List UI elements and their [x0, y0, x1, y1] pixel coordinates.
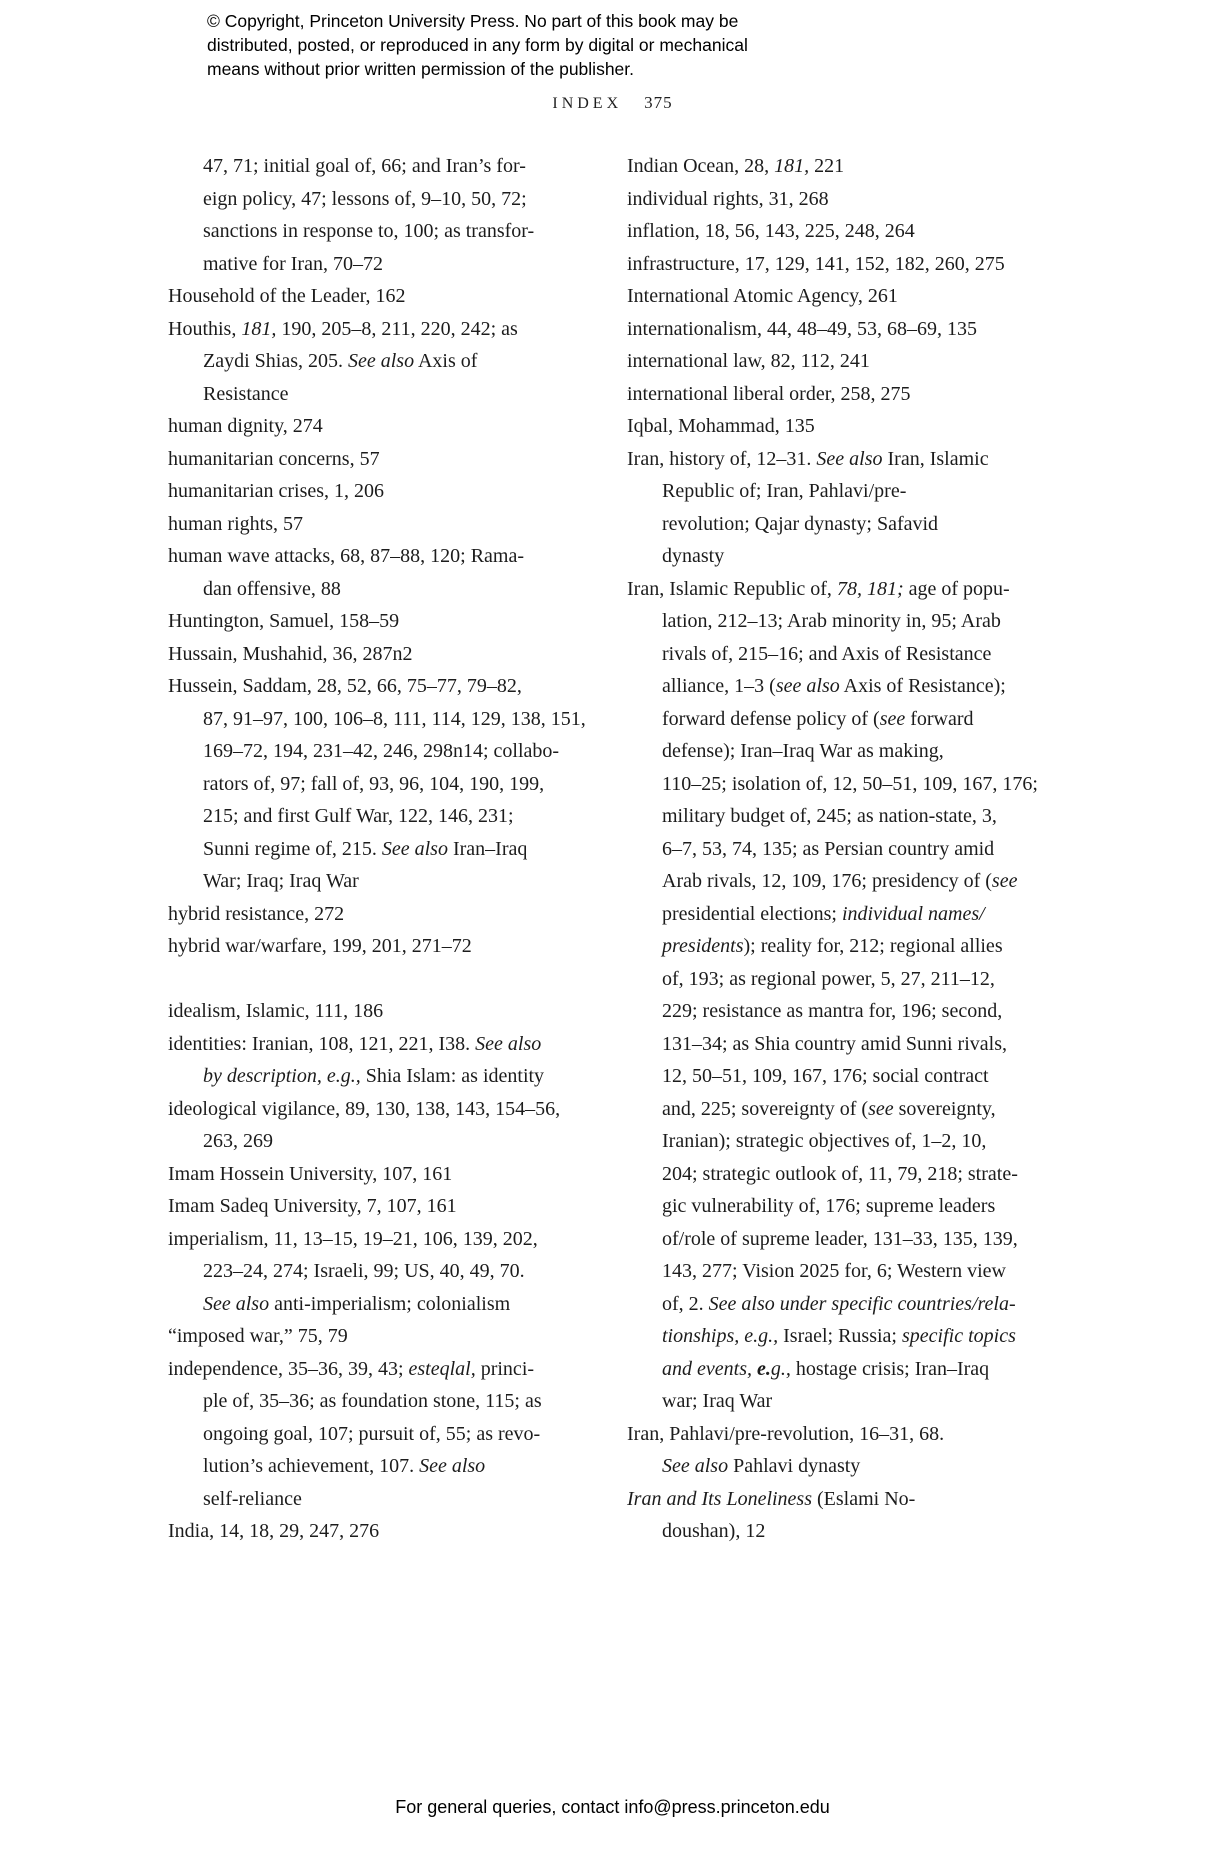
- blank-line: [168, 963, 598, 996]
- index-line: [168, 410, 598, 443]
- index-text-segment: princi-: [475, 1357, 535, 1380]
- index-text-segment: forward: [905, 707, 974, 730]
- index-text-segment: by description, e.g.,: [203, 1065, 361, 1087]
- index-text-segment: See also: [419, 1455, 486, 1477]
- index-text-segment: Axis of Resistance);: [839, 675, 1006, 697]
- index-line: [168, 1125, 598, 1158]
- index-text-segment: revolution; Qajar dynasty; Safavid: [662, 512, 939, 535]
- index-text-segment: Pahlavi dynasty: [728, 1455, 861, 1477]
- index-text-segment: Iranian); strategic objectives of, 1–2, 10,: [662, 1130, 987, 1152]
- index-line: [627, 768, 1077, 801]
- index-column-right: [627, 150, 1077, 1548]
- index-line: [168, 833, 598, 866]
- index-text-segment: defense); Iran–Iraq War as making,: [662, 740, 944, 762]
- index-text-segment: Shia Islam: as identity: [360, 1065, 545, 1087]
- index-line: [627, 313, 1077, 346]
- index-text-segment: dan offensive, 88: [203, 577, 341, 600]
- index-line: [168, 248, 598, 281]
- index-text-segment: humanitarian crises, 1, 206: [168, 480, 385, 502]
- index-text-segment: independence, 35–36, 39, 43;: [168, 1357, 409, 1380]
- index-text-segment: See also: [348, 350, 415, 372]
- index-text-segment: ongoing goal, 107; pursuit of, 55; as revo-: [203, 1422, 541, 1445]
- index-text-segment: Household of the Leader, 162: [168, 285, 406, 307]
- index-text-segment: see also: [775, 675, 840, 697]
- index-text-segment: Huntington, Samuel, 158–59: [168, 610, 400, 632]
- index-text-segment: India, 14, 18, 29, 247, 276: [168, 1520, 380, 1542]
- index-line: [627, 378, 1077, 411]
- index-text-segment: lution’s achievement, 107.: [203, 1455, 420, 1477]
- index-text-segment: imperialism, 11, 13–15, 19–21, 106, 139, 202,: [168, 1227, 538, 1250]
- index-line: [627, 670, 1077, 703]
- index-text-segment: Iran, Pahlavi/pre-revolution, 16–31, 68.: [627, 1422, 945, 1445]
- index-line: [627, 1028, 1077, 1061]
- index-text-segment: presidential elections;: [662, 902, 842, 925]
- index-line: [168, 280, 598, 313]
- page-header: [0, 93, 1225, 113]
- index-text-segment: anti-imperialism; colonialism: [269, 1292, 511, 1315]
- index-line: [168, 1320, 598, 1353]
- index-title: INDEX: [552, 95, 623, 112]
- index-text-segment: See also: [816, 447, 883, 470]
- index-text-segment: Iran, Islamic: [882, 447, 989, 470]
- index-line: [627, 800, 1077, 833]
- copyright-line: © Copyright, Princeton University Press. No part of this book may be: [207, 11, 739, 31]
- index-text-segment: doushan), 12: [662, 1520, 766, 1542]
- index-line: [627, 1385, 1077, 1418]
- index-text-segment: human wave attacks, 68, 87–88, 120; Rama-: [168, 545, 525, 567]
- index-text-segment: war; Iraq War: [662, 1390, 773, 1412]
- index-text-segment: 131–34; as Shia country amid Sunni rivals,: [662, 1032, 1007, 1055]
- index-text-segment: ideological vigilance, 89, 130, 138, 143, 154–56,: [168, 1097, 561, 1120]
- index-text-segment: rivals of, 215–16; and Axis of Resistance: [662, 642, 992, 665]
- index-line: [168, 735, 598, 768]
- index-text-segment: Imam Sadeq University, 7, 107, 161: [168, 1195, 457, 1217]
- index-line: [627, 1515, 1077, 1548]
- index-line: [627, 1190, 1077, 1223]
- index-line: [627, 735, 1077, 768]
- index-text-segment: see: [868, 1097, 894, 1120]
- index-text-segment: 204; strategic outlook of, 11, 79, 218; strate-: [662, 1162, 1018, 1185]
- index-line: [168, 573, 598, 606]
- index-line: [627, 1158, 1077, 1191]
- index-line: [168, 1060, 598, 1093]
- index-line: [627, 1483, 1077, 1516]
- index-line: [627, 703, 1077, 736]
- index-text-segment: specific topics: [902, 1325, 1016, 1347]
- index-text-segment: Iran, history of, 12–31.: [627, 447, 817, 470]
- index-text-segment: mative for Iran, 70–72: [203, 252, 383, 275]
- index-text-segment: eign policy, 47; lessons of, 9–10, 50, 72;: [203, 187, 527, 210]
- index-line: [627, 1125, 1077, 1158]
- index-line: [627, 573, 1077, 606]
- index-line: [168, 638, 598, 671]
- index-text-segment: ); reality for, 212; regional allies: [743, 935, 1003, 957]
- index-text-segment: Zaydi Shias, 205.: [203, 350, 348, 372]
- index-text-segment: International Atomic Agency, 261: [627, 285, 898, 307]
- index-text-segment: hostage crisis; Iran–Iraq: [790, 1357, 990, 1380]
- index-line: [168, 605, 598, 638]
- index-text-segment: Imam Hossein University, 107, 161: [168, 1162, 453, 1185]
- index-line: [168, 1515, 598, 1548]
- index-line: [627, 248, 1077, 281]
- index-text-segment: and events,: [662, 1357, 757, 1380]
- index-line: [627, 963, 1077, 996]
- index-text-segment: See also: [203, 1292, 270, 1315]
- index-text-segment: human dignity, 274: [168, 415, 323, 437]
- index-line: [627, 995, 1077, 1028]
- index-text-segment: international law, 82, 112, 241: [627, 350, 870, 372]
- index-line: [168, 670, 598, 703]
- index-text-segment: internationalism, 44, 48–49, 53, 68–69, 135: [627, 317, 977, 340]
- index-text-segment: 87, 91–97, 100, 106–8, 111, 114, 129, 138, 151,: [203, 707, 586, 730]
- index-text-segment: See also under specific countries/rela-: [708, 1292, 1016, 1315]
- copyright-notice: [207, 9, 748, 81]
- index-line: [168, 443, 598, 476]
- index-line: [168, 313, 598, 346]
- index-line: [168, 995, 598, 1028]
- index-text-segment: inflation, 18, 56, 143, 225, 248, 264: [627, 220, 915, 242]
- copyright-line: distributed, posted, or reproduced in any form by digital or mechanical: [207, 35, 748, 55]
- index-line: [168, 150, 598, 183]
- index-line: [168, 1093, 598, 1126]
- index-text-segment: 223–24, 274; Israeli, 99; US, 40, 49, 70.: [203, 1260, 525, 1282]
- index-text-segment: See also: [381, 837, 448, 860]
- index-line: [168, 930, 598, 963]
- index-text-segment: presidents: [662, 935, 744, 957]
- index-text-segment: 12, 50–51, 109, 167, 176; social contract: [662, 1065, 989, 1087]
- index-text-segment: tionships, e.g.,: [662, 1325, 779, 1347]
- index-text-segment: of, 2.: [662, 1292, 709, 1315]
- index-text-segment: Arab rivals, 12, 109, 176; presidency of (: [662, 870, 992, 892]
- index-line: [627, 1320, 1077, 1353]
- index-text-segment: gic vulnerability of, 176; supreme leaders: [662, 1195, 996, 1217]
- index-line: [168, 1255, 598, 1288]
- index-line: [168, 1385, 598, 1418]
- index-text-segment: international liberal order, 258, 275: [627, 382, 911, 405]
- index-text-segment: Israel; Russia;: [778, 1325, 902, 1347]
- index-line: [168, 865, 598, 898]
- index-line: [627, 638, 1077, 671]
- index-line: [627, 183, 1077, 216]
- index-line: [627, 443, 1077, 476]
- index-line: [627, 475, 1077, 508]
- index-line: [168, 1190, 598, 1223]
- index-column-left: [168, 150, 598, 1548]
- index-line: [168, 768, 598, 801]
- index-line: [168, 475, 598, 508]
- index-line: [168, 898, 598, 931]
- index-text-segment: 78, 181;: [836, 577, 904, 600]
- index-line: [627, 1288, 1077, 1321]
- index-text-segment: g.,: [770, 1357, 791, 1380]
- index-text-segment: Republic of; Iran, Pahlavi/pre-: [662, 480, 907, 502]
- index-text-segment: see: [879, 707, 906, 730]
- index-text-segment: alliance, 1–3 (: [662, 675, 776, 697]
- index-text-segment: lation, 212–13; Arab minority in, 95; Arab: [662, 610, 1001, 632]
- index-text-segment: ple of, 35–36; as foundation stone, 115; as: [203, 1390, 542, 1412]
- index-text-segment: human rights, 57: [168, 512, 303, 535]
- index-line: [627, 508, 1077, 541]
- index-line: [168, 1418, 598, 1451]
- index-text-segment: military budget of, 245; as nation-state, 3,: [662, 805, 997, 827]
- index-line: [168, 1028, 598, 1061]
- index-text-segment: Iran, Islamic Republic of,: [627, 577, 837, 600]
- index-line: [168, 800, 598, 833]
- index-text-segment: hybrid resistance, 272: [168, 902, 345, 925]
- index-line: [627, 898, 1077, 931]
- index-text-segment: identities: Iranian, 108, 121, 221, I38.: [168, 1032, 476, 1055]
- index-text-segment: humanitarian concerns, 57: [168, 447, 380, 470]
- index-text-segment: Resistance: [203, 382, 289, 405]
- index-line: [627, 930, 1077, 963]
- index-line: [627, 1450, 1077, 1483]
- index-text-segment: “imposed war,” 75, 79: [168, 1325, 348, 1347]
- index-text-segment: 6–7, 53, 74, 135; as Persian country amid: [662, 837, 995, 860]
- index-text-segment: 181,: [241, 317, 277, 340]
- index-text-segment: individual rights, 31, 268: [627, 187, 829, 210]
- index-line: [627, 215, 1077, 248]
- index-line: [627, 280, 1077, 313]
- index-text-segment: 169–72, 194, 231–42, 246, 298n14; collabo-: [203, 740, 560, 762]
- index-text-segment: 263, 269: [203, 1130, 273, 1152]
- index-text-segment: infrastructure, 17, 129, 141, 152, 182, 260, 275: [627, 252, 1005, 275]
- index-line: [627, 865, 1077, 898]
- index-text-segment: Houthis,: [168, 317, 242, 340]
- index-text-segment: e.: [756, 1357, 771, 1380]
- index-text-segment: hybrid war/warfare, 199, 201, 271–72: [168, 935, 472, 957]
- index-text-segment: 215; and first Gulf War, 122, 146, 231;: [203, 805, 514, 827]
- index-line: [168, 1223, 598, 1256]
- index-text-segment: Iran–Iraq: [447, 837, 528, 860]
- index-line: [168, 1450, 598, 1483]
- index-line: [627, 1060, 1077, 1093]
- index-text-segment: sanctions in response to, 100; as transfor-: [203, 220, 535, 242]
- index-text-segment: age of popu-: [903, 577, 1010, 600]
- index-line: [168, 1158, 598, 1191]
- index-line: [627, 345, 1077, 378]
- index-line: [168, 1353, 598, 1386]
- page-number: 375: [644, 93, 673, 112]
- index-text-segment: rators of, 97; fall of, 93, 96, 104, 190, 199,: [203, 772, 545, 795]
- index-text-segment: 190, 205–8, 211, 220, 242; as: [276, 317, 518, 340]
- index-text-segment: idealism, Islamic, 111, 186: [168, 1000, 384, 1022]
- index-text-segment: self-reliance: [203, 1487, 302, 1510]
- index-text-segment: Axis of: [414, 350, 478, 372]
- index-text-segment: Hussein, Saddam, 28, 52, 66, 75–77, 79–82,: [168, 675, 522, 697]
- index-text-segment: See also: [475, 1032, 542, 1055]
- index-text-segment: 181,: [774, 155, 810, 177]
- index-line: [627, 1223, 1077, 1256]
- index-line: [627, 540, 1077, 573]
- index-line: [168, 183, 598, 216]
- index-line: [627, 1353, 1077, 1386]
- index-line: [168, 540, 598, 573]
- index-line: [168, 215, 598, 248]
- index-line: [627, 150, 1077, 183]
- copyright-line: means without prior written permission of the publisher.: [207, 59, 635, 79]
- index-line: [168, 1483, 598, 1516]
- index-line: [168, 703, 598, 736]
- index-text-segment: of, 193; as regional power, 5, 27, 211–12,: [662, 967, 995, 990]
- index-text-segment: 47, 71; initial goal of, 66; and Iran’s for-: [203, 155, 526, 177]
- index-text-segment: dynasty: [662, 545, 725, 567]
- index-line: [627, 1093, 1077, 1126]
- index-text-segment: esteqlal,: [408, 1357, 476, 1380]
- index-text-segment: Hussain, Mushahid, 36, 287n2: [168, 642, 413, 665]
- footer-contact: For general queries, contact info@press.princeton.edu: [395, 1797, 830, 1817]
- index-line: [168, 378, 598, 411]
- index-text-segment: (Eslami No-: [812, 1487, 916, 1510]
- index-text-segment: 229; resistance as mantra for, 196; second,: [662, 1000, 1003, 1022]
- index-text-segment: 110–25; isolation of, 12, 50–51, 109, 167, 176;: [662, 772, 1038, 795]
- index-text-segment: 221: [809, 155, 845, 177]
- index-text-segment: See also: [662, 1455, 729, 1477]
- index-text-segment: individual names/: [841, 902, 985, 925]
- index-text-segment: and, 225; sovereignty of (: [662, 1097, 869, 1120]
- index-line: [627, 1418, 1077, 1451]
- index-line: [627, 605, 1077, 638]
- index-text-segment: forward defense policy of (: [662, 707, 880, 730]
- index-line: [168, 345, 598, 378]
- index-line: [168, 508, 598, 541]
- index-line: [627, 1255, 1077, 1288]
- index-line: [627, 410, 1077, 443]
- index-text-segment: Indian Ocean, 28,: [627, 155, 775, 177]
- index-text-segment: Sunni regime of, 215.: [203, 837, 382, 860]
- index-text-segment: War; Iraq; Iraq War: [203, 870, 359, 892]
- index-line: [168, 1288, 598, 1321]
- index-text-segment: 143, 277; Vision 2025 for, 6; Western view: [662, 1260, 1006, 1282]
- index-text-segment: Iqbal, Mohammad, 135: [627, 415, 815, 437]
- index-text-segment: sovereignty,: [893, 1097, 996, 1120]
- index-line: [627, 833, 1077, 866]
- index-text-segment: of/role of supreme leader, 131–33, 135, 139,: [662, 1227, 1018, 1250]
- index-text-segment: Iran and Its Loneliness: [627, 1487, 812, 1510]
- index-text-segment: see: [991, 870, 1018, 892]
